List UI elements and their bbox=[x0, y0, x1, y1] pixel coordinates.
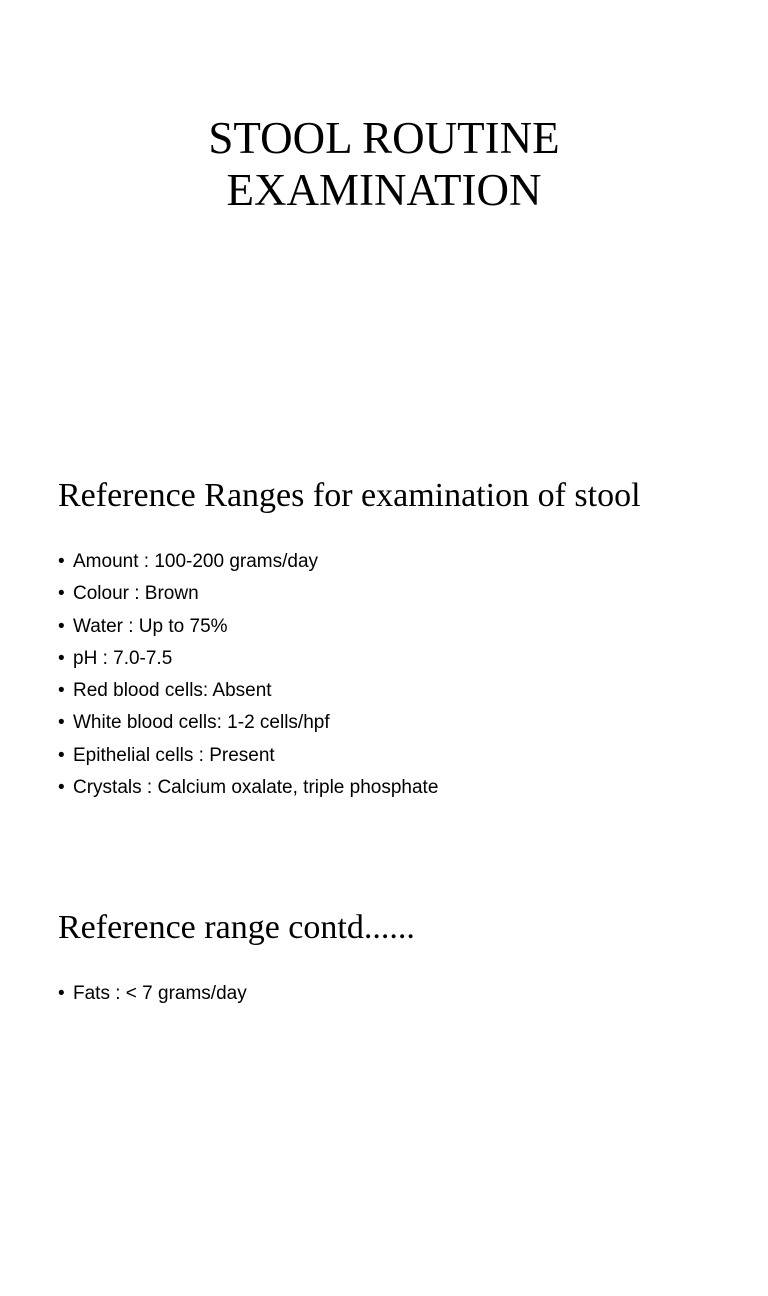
bullet-item-amount: • Amount : 100-200 grams/day bbox=[58, 546, 438, 578]
bullet-list bbox=[58, 546, 438, 804]
bullet-item-colour: • Colour : Brown bbox=[58, 578, 438, 610]
slide-title-line-2: EXAMINATION bbox=[226, 165, 542, 215]
reference-ranges-slide bbox=[0, 432, 768, 864]
reference-range-contd-slide bbox=[0, 864, 768, 1296]
title-slide bbox=[0, 0, 768, 432]
bullet-item-fats: • Fats : < 7 grams/day bbox=[58, 978, 247, 1010]
bullet-item-epithelial-cells: • Epithelial cells : Present bbox=[58, 740, 438, 772]
bullet-list bbox=[58, 978, 247, 1010]
bullet-item-white-blood-cells: • White blood cells: 1-2 cells/hpf bbox=[58, 707, 438, 739]
slide-heading: Reference range contd...... bbox=[58, 909, 415, 946]
bullet-item-crystals: • Crystals : Calcium oxalate, triple phosphate bbox=[58, 772, 438, 804]
slide-heading: Reference Ranges for examination of stool bbox=[58, 477, 641, 514]
slide-title-line-1: STOOL ROUTINE bbox=[208, 113, 560, 163]
bullet-item-red-blood-cells: • Red blood cells: Absent bbox=[58, 675, 438, 707]
bullet-item-water: • Water : Up to 75% bbox=[58, 611, 438, 643]
slide-title bbox=[0, 112, 768, 216]
bullet-item-ph: • pH : 7.0-7.5 bbox=[58, 643, 438, 675]
